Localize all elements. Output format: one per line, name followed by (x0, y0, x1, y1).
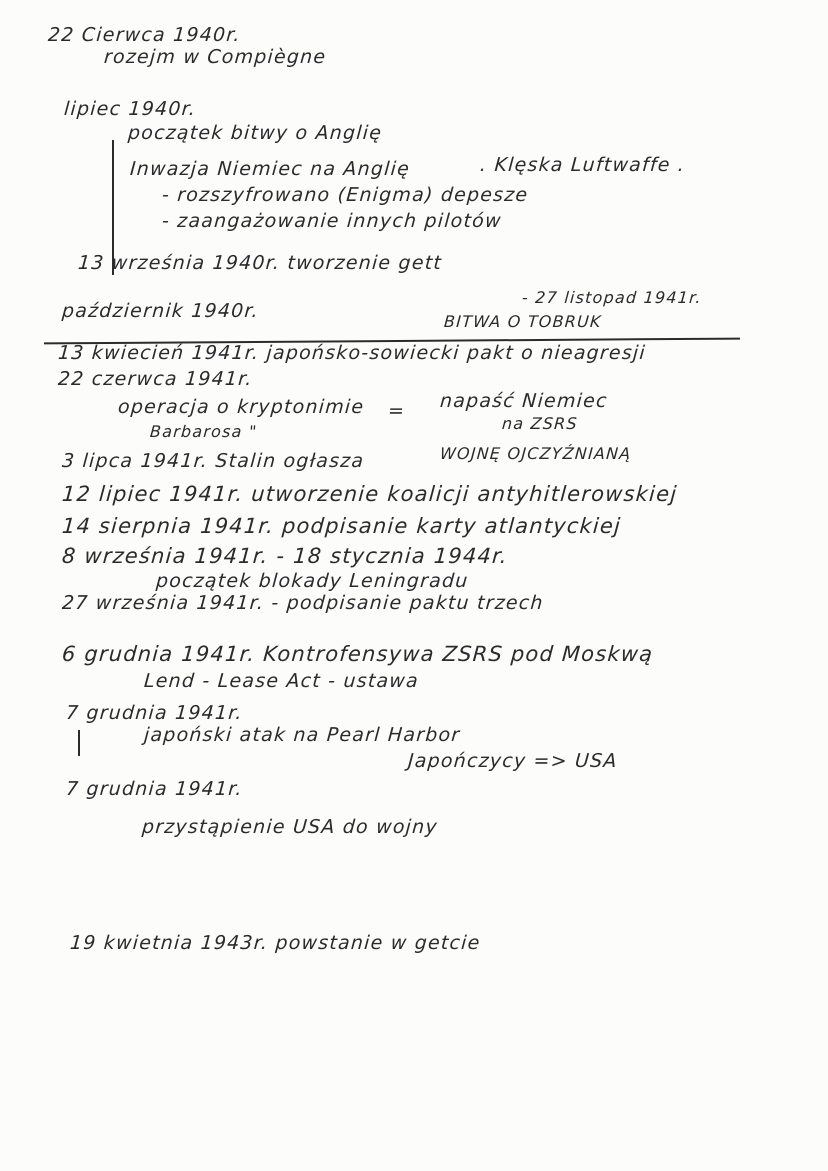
note-line: BITWA O TOBRUK (443, 312, 603, 331)
note-line: - zaangażowanie innych pilotów (161, 210, 503, 232)
note-date-line: październik 1940r. (61, 300, 260, 322)
note-date-line: 12 lipiec 1941r. utworzenie koalicji antyhitlerowskiej (61, 482, 679, 506)
note-line: Barbarosa " (149, 422, 259, 441)
bracket-line (78, 730, 80, 756)
note-date-line: 13 września 1940r. tworzenie gett (77, 252, 443, 274)
note-date-line: 22 Cierwca 1940r. (47, 24, 242, 46)
note-line: rozejm w Compiègne (103, 46, 328, 68)
note-line: Inwazja Niemiec na Anglię (129, 158, 411, 180)
note-line: przystąpienie USA do wojny (141, 816, 439, 838)
note-line: na ZSRS (501, 414, 579, 433)
note-date-line: 14 sierpnia 1941r. podpisanie karty atlantyckiej (61, 514, 623, 538)
note-line: Lend - Lease Act - ustawa (143, 670, 420, 692)
note-line: . Klęska Luftwaffe . (479, 154, 686, 176)
note-date-line: lipiec 1940r. (63, 98, 197, 120)
note-line: japoński atak na Pearl Harbor (143, 724, 462, 746)
note-line: początek blokady Leningradu (155, 570, 470, 592)
note-date-line: 6 grudnia 1941r. Kontrofensywa ZSRS pod Moskwą (61, 642, 655, 666)
note-line: początek bitwy o Anglię (127, 122, 383, 144)
note-date-line: 8 września 1941r. - 18 stycznia 1944r. (61, 544, 509, 568)
note-date-line: 22 czerwca 1941r. (57, 368, 254, 390)
note-date-line: 19 kwietnia 1943r. powstanie w getcie (69, 932, 482, 954)
note-line: = (387, 400, 406, 422)
note-line: operacja o kryptonimie (117, 396, 366, 418)
note-line: - rozszyfrowano (Enigma) depesze (161, 184, 530, 206)
note-date-line: 7 grudnia 1941r. (65, 778, 244, 800)
note-date-line: 27 września 1941r. - podpisanie paktu trzech (61, 592, 545, 614)
note-line: - 27 listopad 1941r. (521, 288, 703, 307)
note-date-line: 13 kwiecień 1941r. japońsko-sowiecki pakt o nieagresji (57, 342, 647, 364)
note-line: Japończycy => USA (407, 750, 619, 772)
note-date-line: 3 lipca 1941r. Stalin ogłasza (61, 450, 366, 472)
note-line: WOJNĘ OJCZYŹNIANĄ (439, 444, 633, 463)
note-date-line: 7 grudnia 1941r. (65, 702, 244, 724)
note-line: napaść Niemiec (439, 390, 609, 412)
